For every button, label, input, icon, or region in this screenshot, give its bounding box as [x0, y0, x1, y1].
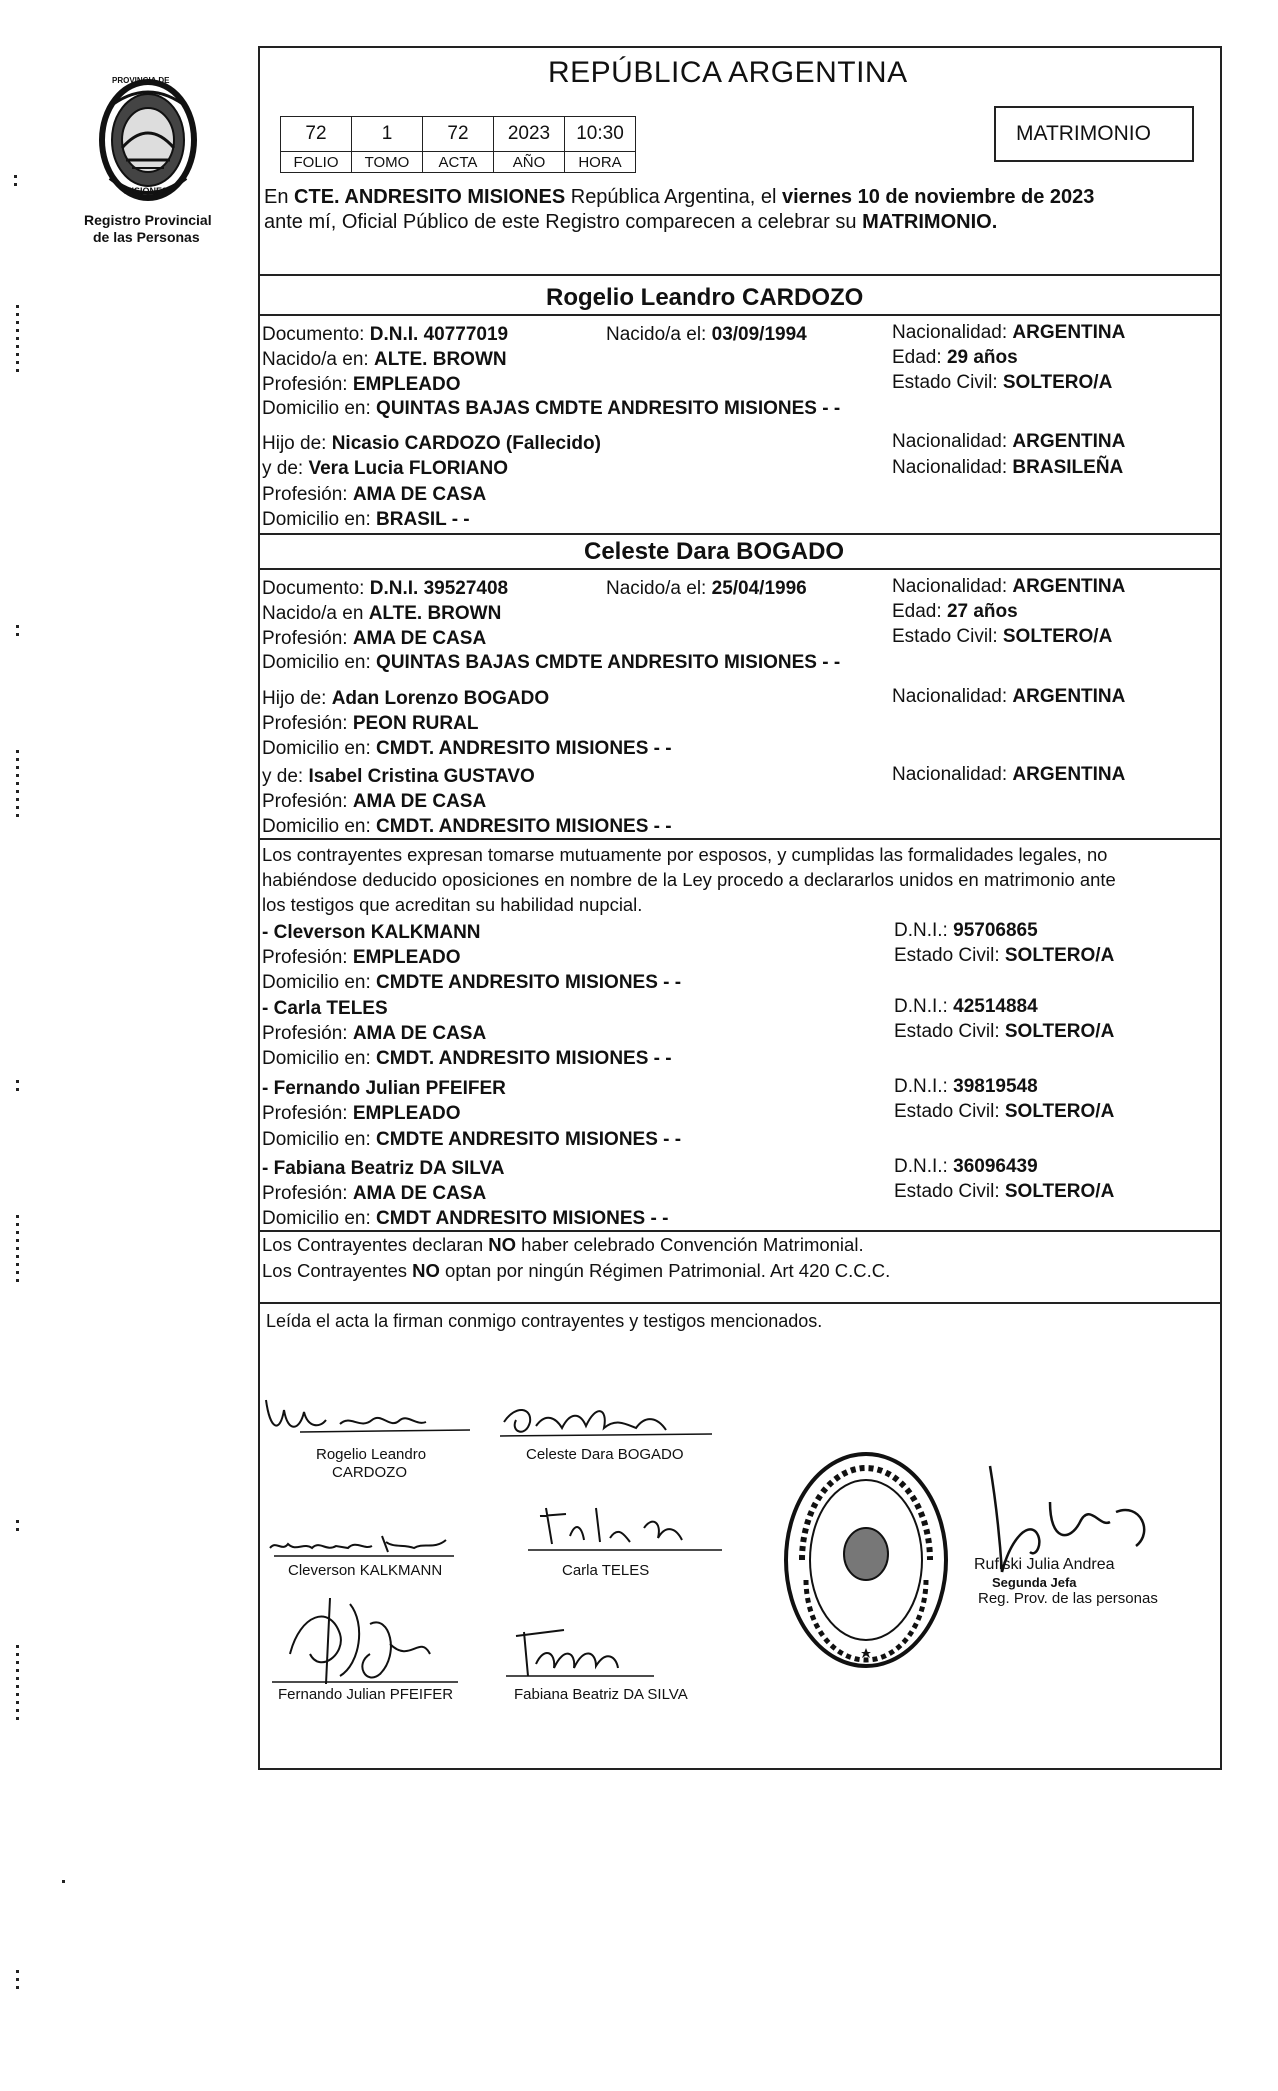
- bride-father-address: Domicilio en: CMDT. ANDRESITO MISIONES - -: [262, 738, 672, 759]
- witness-name: - Fabiana Beatriz DA SILVA: [262, 1158, 505, 1179]
- official-office: Reg. Prov. de las personas: [978, 1590, 1158, 1607]
- margin-dots: [14, 170, 18, 191]
- folio-label: FOLIO: [281, 152, 352, 173]
- hora-label: HORA: [565, 152, 636, 173]
- bride-mother-profession: Profesión: AMA DE CASA: [262, 791, 487, 812]
- bride-birthplace: Nacido/a en ALTE. BROWN: [262, 603, 502, 624]
- bride-father-nationality: Nacionalidad: ARGENTINA: [892, 686, 1126, 707]
- divider: [260, 838, 1220, 840]
- declaration-line-3: los testigos que acreditan su habilidad nupcial.: [262, 894, 643, 915]
- groom-birthplace: Nacido/a en: ALTE. BROWN: [262, 349, 507, 370]
- registry-name-line1: Registro Provincial: [84, 212, 212, 228]
- country-title: REPÚBLICA ARGENTINA: [548, 56, 908, 89]
- witness-dni: D.N.I.: 39819548: [894, 1076, 1038, 1097]
- closing-text: Leída el acta la firman conmigo contrayentes y testigos mencionados.: [266, 1311, 823, 1331]
- witness-profession: Profesión: EMPLEADO: [262, 947, 461, 968]
- groom-document: Documento: D.N.I. 40777019: [262, 324, 509, 345]
- convention-line-2: Los Contrayentes NO optan por ningún Régimen Patrimonial. Art 420 C.C.C.: [262, 1260, 891, 1281]
- groom-name: Rogelio Leandro CARDOZO: [546, 284, 864, 311]
- witness-civil-status: Estado Civil: SOLTERO/A: [894, 1101, 1115, 1122]
- groom-parent-profession: Profesión: AMA DE CASA: [262, 484, 487, 505]
- official-name: Rufiski Julia Andrea: [974, 1556, 1115, 1573]
- margin-dots: [16, 1210, 20, 1287]
- groom-parent-address: Domicilio en: BRASIL - -: [262, 509, 470, 530]
- bride-signature-caption: Celeste Dara BOGADO: [526, 1446, 684, 1463]
- witness-name: - Cleverson KALKMANN: [262, 922, 481, 943]
- acta-label: ACTA: [423, 152, 494, 173]
- registry-name-line2: de las Personas: [93, 229, 200, 245]
- witness-4-signature: [504, 1616, 664, 1691]
- seal-text-bottom: MISIONES: [124, 186, 169, 196]
- witness-dni: D.N.I.: 42514884: [894, 996, 1038, 1017]
- official-stamp: [782, 1450, 950, 1670]
- witness-profession: Profesión: AMA DE CASA: [262, 1023, 487, 1044]
- stamp-inner-text: [844, 1668, 854, 1669]
- groom-mother: y de: Vera Lucia FLORIANO: [262, 458, 509, 479]
- groom-civil-status: Estado Civil: SOLTERO/A: [892, 372, 1113, 393]
- tomo-label: TOMO: [352, 152, 423, 173]
- act-type: MATRIMONIO: [1016, 122, 1151, 145]
- seal-text-top: PROVINCIA DE: [112, 76, 170, 85]
- witness-address: Domicilio en: CMDT ANDRESITO MISIONES - -: [262, 1208, 669, 1229]
- groom-nationality: Nacionalidad: ARGENTINA: [892, 322, 1126, 343]
- bride-name: Celeste Dara BOGADO: [584, 538, 845, 565]
- acta-value: 72: [423, 117, 494, 152]
- bride-father-profession: Profesión: PEON RURAL: [262, 713, 479, 734]
- declaration-line-2: habiéndose deducido oposiciones en nombre de la Ley procedo a declararlos unidos en matrimonio ante: [262, 869, 1116, 890]
- groom-birthdate: Nacido/a el: 03/09/1994: [606, 324, 807, 345]
- act-type-box: [994, 106, 1194, 162]
- witness-address: Domicilio en: CMDTE ANDRESITO MISIONES - -: [262, 1129, 682, 1150]
- margin-dots: [16, 300, 20, 377]
- bride-age: Edad: 27 años: [892, 601, 1018, 622]
- groom-age: Edad: 29 años: [892, 347, 1018, 368]
- margin-dots: [16, 620, 20, 641]
- bride-mother: y de: Isabel Cristina GUSTAVO: [262, 766, 535, 787]
- anio-label: AÑO: [494, 152, 565, 173]
- groom-address: Domicilio en: QUINTAS BAJAS CMDTE ANDRESITO MISIONES - -: [262, 398, 841, 419]
- act-document: [258, 46, 1222, 1770]
- witness-profession: Profesión: AMA DE CASA: [262, 1183, 487, 1204]
- anio-value: 2023: [494, 117, 565, 152]
- bride-mother-nationality: Nacionalidad: ARGENTINA: [892, 764, 1126, 785]
- witness-civil-status: Estado Civil: SOLTERO/A: [894, 945, 1115, 966]
- groom-signature-caption-1: Rogelio Leandro: [316, 1446, 427, 1463]
- divider: [260, 568, 1220, 570]
- witness-profession: Profesión: EMPLEADO: [262, 1103, 461, 1124]
- groom-signature-caption-2: CARDOZO: [332, 1464, 407, 1481]
- intro-line-1: En CTE. ANDRESITO MISIONES República Argentina, el viernes 10 de noviembre de 2023: [264, 186, 1095, 208]
- bride-document: Documento: D.N.I. 39527408: [262, 578, 509, 599]
- groom-mother-nationality: Nacionalidad: BRASILEÑA: [892, 457, 1124, 478]
- hora-value: 10:30: [565, 117, 636, 152]
- witness-address: Domicilio en: CMDT. ANDRESITO MISIONES - -: [262, 1048, 672, 1069]
- margin-dots: [62, 1875, 66, 1888]
- witness-civil-status: Estado Civil: SOLTERO/A: [894, 1021, 1115, 1042]
- witness-dni: D.N.I.: 36096439: [894, 1156, 1038, 1177]
- witness-dni: D.N.I.: 95706865: [894, 920, 1038, 941]
- witness-1-signature-caption: Cleverson KALKMANN: [288, 1562, 443, 1579]
- tomo-value: 1: [352, 117, 423, 152]
- margin-dots: [16, 1075, 20, 1096]
- bride-father: Hijo de: Adan Lorenzo BOGADO: [262, 688, 550, 709]
- witness-2-signature: [526, 1498, 726, 1567]
- divider: [260, 314, 1220, 316]
- bride-civil-status: Estado Civil: SOLTERO/A: [892, 626, 1113, 647]
- bride-mother-address: Domicilio en: CMDT. ANDRESITO MISIONES - -: [262, 816, 672, 837]
- groom-father: Hijo de: Nicasio CARDOZO (Fallecido): [262, 433, 601, 454]
- witness-name: - Fernando Julian PFEIFER: [262, 1078, 506, 1099]
- witness-2-signature-caption: Carla TELES: [562, 1562, 650, 1579]
- declaration-line-1: Los contrayentes expresan tomarse mutuamente por esposos, y cumplidas las formalidades legales, no: [262, 844, 1108, 865]
- bride-profession: Profesión: AMA DE CASA: [262, 628, 487, 649]
- bride-birthdate: Nacido/a el: 25/04/1996: [606, 578, 807, 599]
- divider: [260, 533, 1220, 535]
- bride-nationality: Nacionalidad: ARGENTINA: [892, 576, 1126, 597]
- witness-4-signature-caption: Fabiana Beatriz DA SILVA: [514, 1686, 688, 1703]
- witness-civil-status: Estado Civil: SOLTERO/A: [894, 1181, 1115, 1202]
- witness-address: Domicilio en: CMDTE ANDRESITO MISIONES - -: [262, 972, 682, 993]
- folio-value: 72: [281, 117, 352, 152]
- divider: [260, 1302, 1220, 1304]
- divider: [260, 1230, 1220, 1232]
- act-reference-cells: [280, 116, 636, 173]
- convention-line-1: Los Contrayentes declaran NO haber celebrado Convención Matrimonial.: [262, 1234, 864, 1255]
- margin-dots: [16, 1515, 20, 1536]
- margin-dots: [16, 1640, 20, 1725]
- margin-dots: [16, 1965, 20, 1994]
- official-title: Segunda Jefa: [992, 1575, 1077, 1590]
- margin-dots: [16, 745, 20, 822]
- witness-name: - Carla TELES: [262, 998, 388, 1019]
- intro-line-2: ante mí, Oficial Público de este Registro comparecen a celebrar su MATRIMONIO.: [264, 211, 998, 233]
- witness-3-signature-caption: Fernando Julian PFEIFER: [278, 1686, 454, 1703]
- bride-address: Domicilio en: QUINTAS BAJAS CMDTE ANDRESITO MISIONES - -: [262, 652, 841, 673]
- groom-profession: Profesión: EMPLEADO: [262, 374, 461, 395]
- divider: [260, 274, 1220, 276]
- groom-father-nationality: Nacionalidad: ARGENTINA: [892, 431, 1126, 452]
